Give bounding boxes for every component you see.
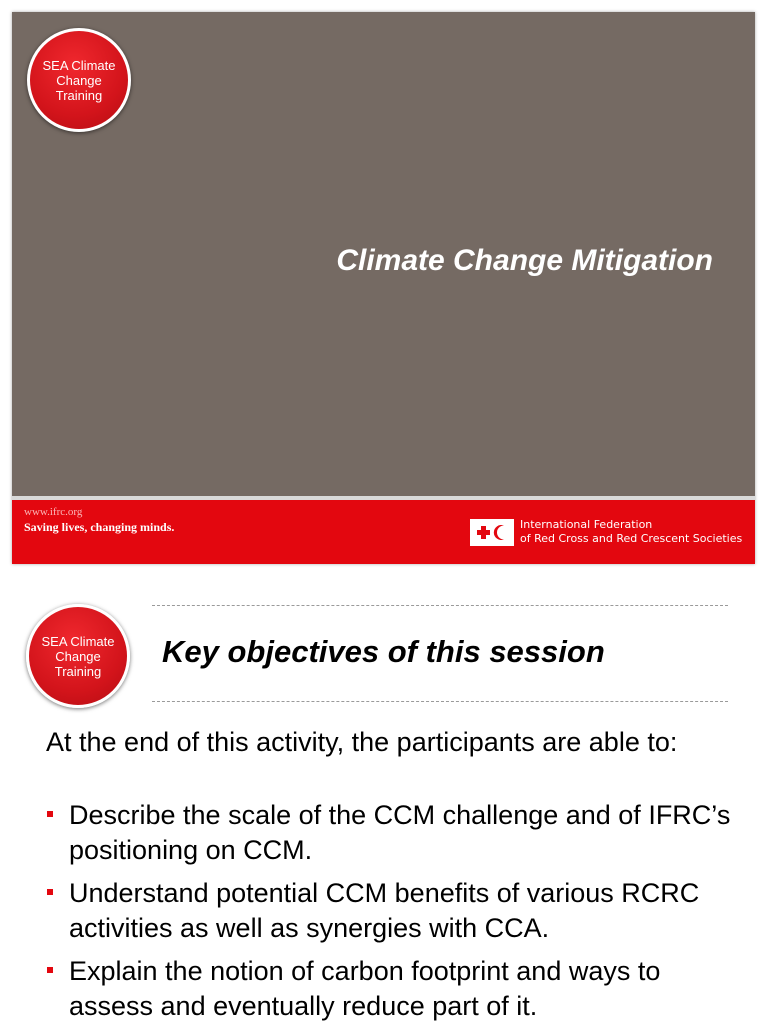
footer-bar [12, 500, 755, 564]
list-item [46, 876, 746, 946]
bullet-icon [47, 811, 53, 817]
training-badge-label: SEA Climate Change Training [41, 633, 115, 679]
footer-tagline: Saving lives, changing minds. [24, 520, 175, 534]
heading-divider-top [152, 605, 728, 606]
objectives-list [46, 798, 746, 1024]
list-item [46, 798, 746, 868]
footer-url[interactable]: www.ifrc.org [24, 506, 83, 518]
ifrc-logo [470, 518, 742, 546]
org-name-line1: International Federation [520, 518, 653, 531]
list-item-text: Describe the scale of the CCM challenge and of IFRC’s positioning on CCM. [69, 800, 731, 865]
intro-text: At the end of this activity, the participants are able to: [46, 727, 678, 757]
list-item-text: Explain the notion of carbon footprint and ways to assess and eventually reduce part of it. [69, 956, 661, 1021]
training-badge [26, 604, 130, 708]
bullet-icon [47, 967, 53, 973]
list-item-text: Understand potential CCM benefits of various RCRC activities as well as synergies with CCA. [69, 878, 700, 943]
bullet-icon [47, 889, 53, 895]
list-item [46, 954, 746, 1024]
objectives-heading: Key objectives of this session [162, 634, 605, 669]
training-badge [27, 28, 131, 132]
objectives-slide [0, 584, 768, 1024]
red-cross-crescent-icon [470, 519, 514, 546]
heading-divider-bottom [152, 701, 728, 702]
title-slide [12, 12, 755, 564]
org-name [520, 518, 742, 546]
training-badge-label: SEA Climate Change Training [42, 57, 116, 103]
org-name-line2: of Red Cross and Red Crescent Societies [520, 532, 743, 545]
footer-left [24, 506, 174, 535]
slide-title: Climate Change Mitigation [336, 244, 713, 277]
